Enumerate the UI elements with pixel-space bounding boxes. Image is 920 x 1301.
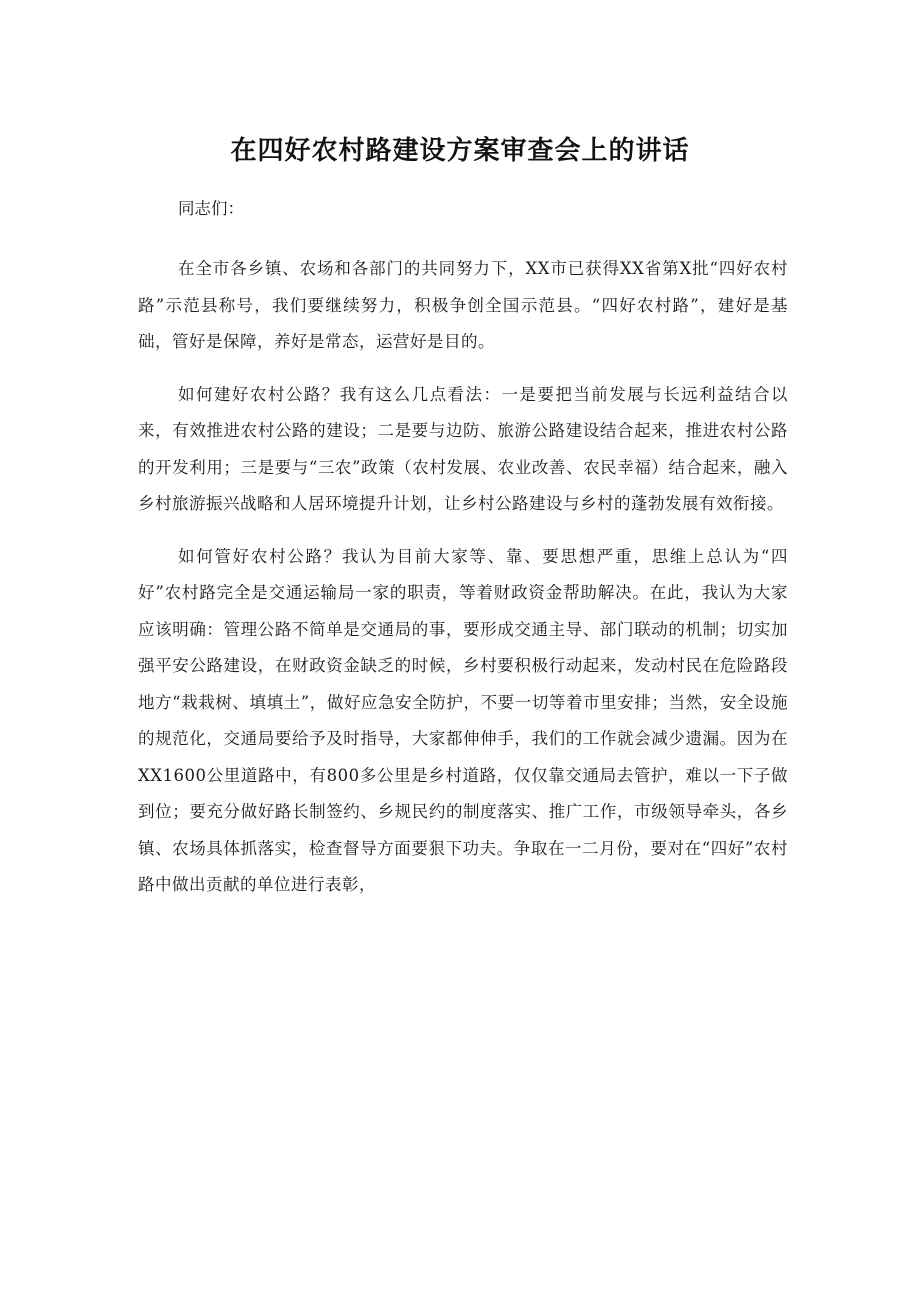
paragraph-manage-roads: 如何管好农村公路？我认为目前大家等、靠、要思想严重，思维上总认为“四好”农村路完全是交通运输局一家的职责，等着财政资金帮助解决。在此，我认为大家应该明确：管理公路不简单是交通局的事，要形成交通主导、部门联动的机制；切实加强平安公路建设，在财政资金缺乏的时候，乡村要积极行动起来，发动村民在危险路段地方“栽栽树、填填土”，做好应急安全防护，不要一切等着市里安排；当然，安全设施的规范化，交通局要给予及时指导，大家都伸伸手，我们的工作就会减少遗漏。因为在XX1600公里道路中，有800多公里是乡村道路，仅仅靠交通局去管护，难以一下子做到位；要充分做好路长制签约、乡规民约的制度落实、推广工作，市级领导牵头，各乡镇、农场具体抓落实，检查督导方面要狠下功夫。争取在一二月份，要对在“四好”农村路中做出贡献的单位进行表彰，: [138, 546, 788, 894]
document-title: 在四好农村路建设方案审查会上的讲话: [230, 136, 690, 166]
paragraph-build-roads: 如何建好农村公路？我有这么几点看法：一是要把当前发展与长远利益结合以来，有效推进农村公路的建设；二是要与边防、旅游公路建设结合起来，推进农村公路的开发利用；三是要与“三农”政策（农村发展、农业改善、农民幸福）结合起来，融入乡村旅游振兴战略和人居环境提升计划，让乡村公路建设与乡村的蓬勃发展有效衔接。: [138, 384, 788, 513]
paragraph-intro: 在全市各乡镇、农场和各部门的共同努力下，XX市已获得XX省第X批“四好农村路”示范县称号，我们要继续努力，积极争创全国示范县。“四好农村路”，建好是基础，管好是保障，养好是常态，运营好是目的。: [138, 259, 788, 351]
document-body: [138, 189, 788, 920]
salutation: 同志们：: [178, 199, 244, 218]
